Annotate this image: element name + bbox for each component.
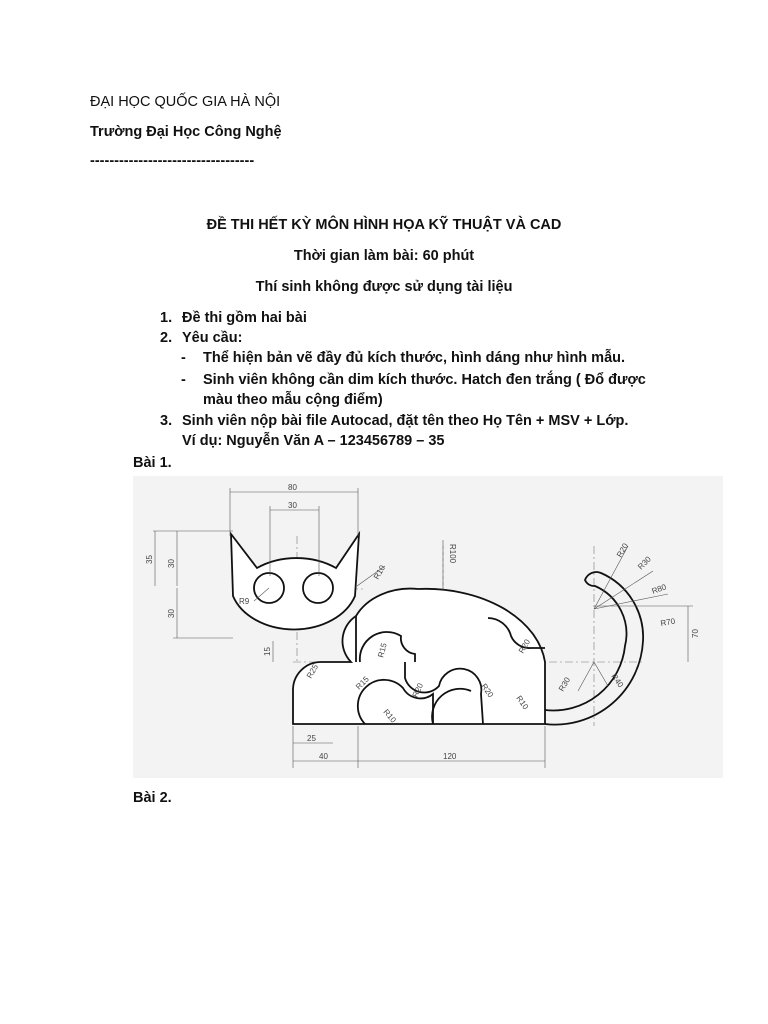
list-item-text: Yêu cầu: [182,330,243,346]
cad-drawing-cat [133,476,723,778]
dash-bullet: - [181,350,186,366]
dim-15: 15 [263,647,272,656]
dim-25: 25 [307,734,316,743]
list-item-text: Đề thi gồm hai bài [182,310,307,326]
exam-rule: Thí sinh không được sử dụng tài liệu [255,279,513,295]
exam-duration: Thời gian làm bài: 60 phút [293,248,475,264]
instruction-sub-1 [181,350,625,366]
dim-30-a: 30 [167,559,176,568]
radius-r20-back: R20 [516,637,533,655]
instruction-item-3-example: Ví dụ: Nguyễn Văn A – 123456789 – 35 [182,433,445,449]
instruction-item-2 [160,330,242,346]
instruction-sub-2-cont: màu theo mẫu cộng điểm) [203,392,383,408]
radius-r70: R70 [659,616,676,628]
school-name: Trường Đại Học Công Nghệ [90,124,282,140]
radius-r20-leg-b: R20 [479,681,496,700]
instruction-sub-2 [181,372,646,388]
radius-r15-leg: R15 [354,674,371,692]
dim-40: 40 [319,752,328,761]
radius-r15-front: R15 [376,642,389,659]
dim-30-top: 30 [288,501,297,510]
dim-80: 80 [288,483,297,492]
dim-30-b: 30 [167,609,176,618]
university-name: ĐẠI HỌC QUỐC GIA HÀ NỘI [90,94,281,110]
dim-70: 70 [691,629,700,638]
problem-1-label: Bài 1. [133,455,172,471]
radius-r10-leg: R10 [381,707,398,725]
instruction-item-1 [160,310,307,326]
radius-r40: R40 [609,671,626,690]
radius-r25: R25 [304,662,321,680]
dim-35: 35 [145,555,154,564]
radius-r20-leg-a: R20 [410,681,426,699]
radius-r9: R9 [239,597,250,606]
radius-r30-tail: R30 [636,554,653,572]
radius-r30-belly: R30 [556,675,573,693]
problem-2-label: Bài 2. [133,790,172,806]
radius-r10-ear: R10 [371,563,388,581]
list-number: 1. [160,310,173,326]
instruction-item-3 [160,413,628,429]
header-divider: ---------------------------------- [90,153,255,169]
list-number: 2. [160,330,173,346]
list-item-text: Sinh viên nộp bài file Autocad, đặt tên theo Họ Tên + MSV + Lớp. [182,413,629,429]
dim-120: 120 [443,752,457,761]
radius-r20-tail: R20 [614,541,631,559]
radius-r10-foot: R10 [514,693,531,712]
dash-bullet: - [181,372,186,388]
list-number: 3. [160,413,173,429]
radius-r80: R80 [650,582,668,596]
exam-title: ĐỀ THI HẾT KỲ MÔN HÌNH HỌA KỸ THUẬT VÀ CAD [206,217,562,233]
list-item-text: Sinh viên không cần dim kích thước. Hatch đen trắng ( Đổ được [203,372,646,388]
list-item-text: Thể hiện bản vẽ đầy đủ kích thước, hình dáng như hình mẫu. [203,350,626,366]
radius-r100: R100 [448,544,457,564]
